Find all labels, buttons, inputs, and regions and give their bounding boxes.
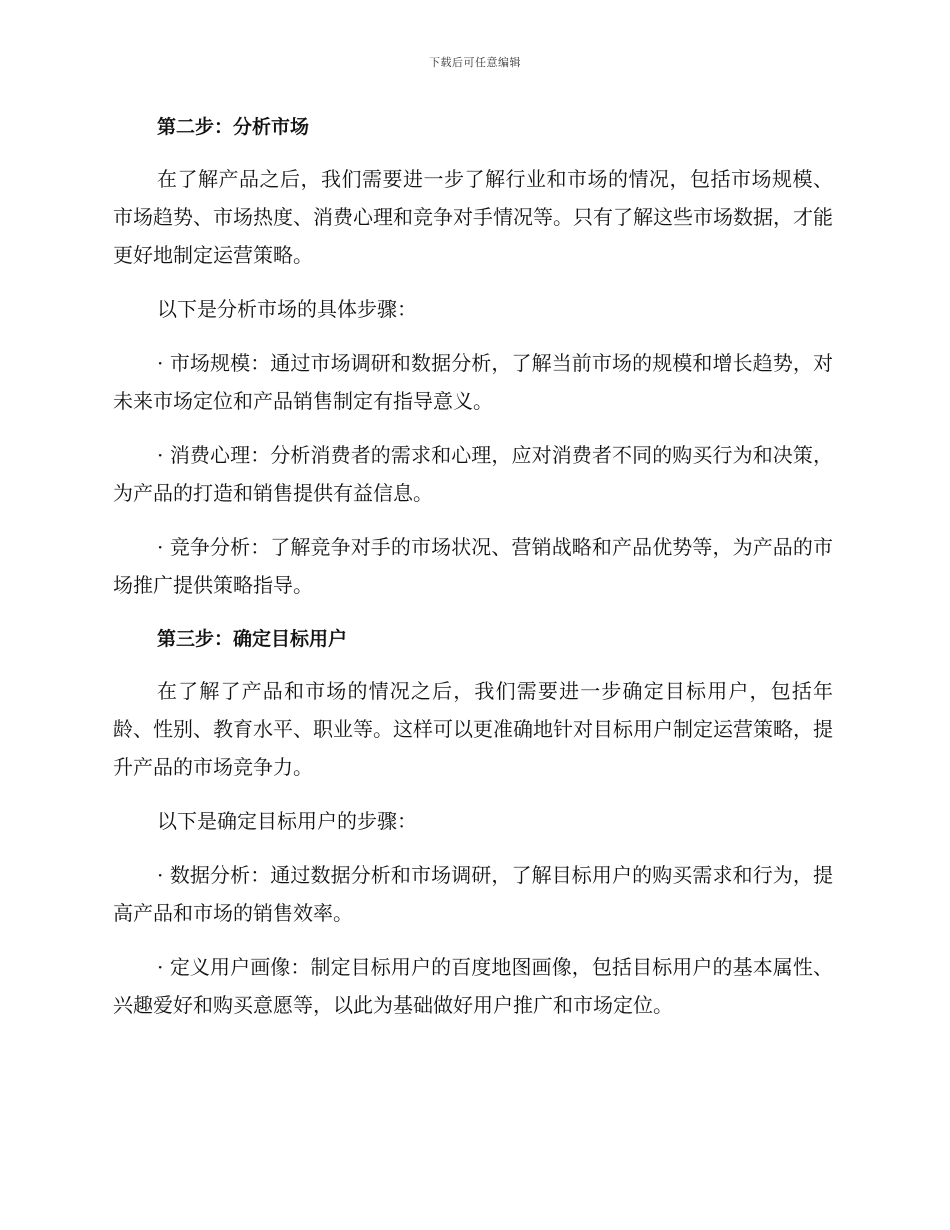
section-heading-target-users: 第三步：确定目标用户 [157, 628, 348, 650]
bullet-consumer-psychology: · 消费心理：分析消费者的需求和心理，应对消费者不同的购买行为和决策，为产品的打造和销售提供有益信息。 [113, 443, 833, 505]
document-body [113, 108, 833, 1024]
bullet-data-analysis: · 数据分析：通过数据分析和市场调研，了解目标用户的购买需求和行为，提高产品和市场的销售效率。 [113, 863, 833, 925]
page-header: 下载后可任意编辑 [429, 56, 521, 69]
bullet-competition-analysis: · 竞争分析：了解竞争对手的市场状况、营销战略和产品优势等，为产品的市场推广提供策略指导。 [113, 535, 833, 597]
bullet-user-persona: · 定义用户画像：制定目标用户的百度地图画像，包括目标用户的基本属性、兴趣爱好和购买意愿等，以此为基础做好用户推广和市场定位。 [113, 955, 833, 1017]
section-heading-analyze-market: 第二步：分析市场 [157, 116, 310, 138]
section-intro-paragraph: 在了解了产品和市场的情况之后，我们需要进一步确定目标用户，包括年龄、性别、教育水平、职业等。这样可以更准确地针对目标用户制定运营策略，提升产品的市场竞争力。 [113, 679, 833, 779]
bullet-market-size: · 市场规模：通过市场调研和数据分析，了解当前市场的规模和增长趋势，对未来市场定位和产品销售制定有指导意义。 [113, 351, 833, 413]
steps-lead-paragraph: 以下是分析市场的具体步骤： [157, 297, 417, 321]
steps-lead-paragraph: 以下是确定目标用户的步骤： [157, 809, 417, 833]
section-intro-paragraph: 在了解产品之后，我们需要进一步了解行业和市场的情况，包括市场规模、市场趋势、市场热度、消费心理和竞争对手情况等。只有了解这些市场数据，才能更好地制定运营策略。 [113, 167, 833, 267]
